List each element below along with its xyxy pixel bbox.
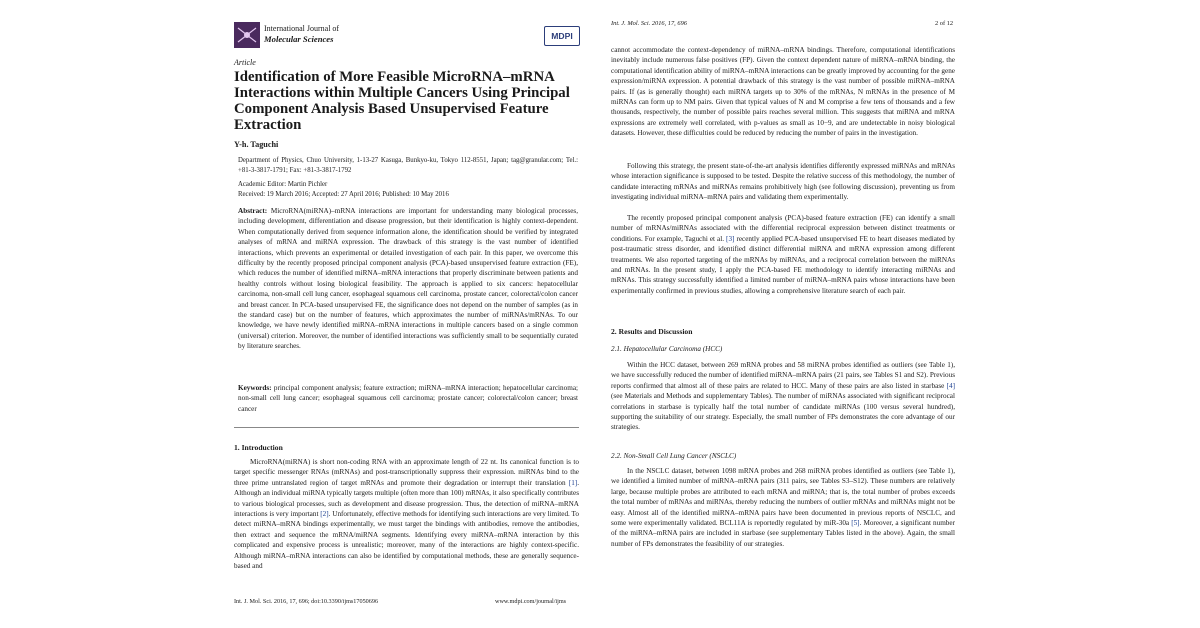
- author: Y-h. Taguchi: [234, 140, 279, 149]
- keywords-label: Keywords:: [238, 384, 272, 392]
- subsection-heading: 2.1. Hepatocellular Carcinoma (HCC): [611, 345, 723, 353]
- subsection-heading: 2.2. Non-Small Cell Lung Cancer (NSCLC): [611, 452, 737, 460]
- paragraph-text: In the NSCLC dataset, between 1098 mRNA probes and 268 miRNA probes identified as outliers (see Table 1), we identified a limited number of miRNA–mRNA pairs (311 pairs, see Tables S3–S12). These numbers are relatively large, because multiple probes are attributed to each mRNA and miRNA; that is, the total number of probes exceeds the total number of mRNAs and miRNAs, thereby reducing the numbers of outlier mRNAs and miRNAs might not be easy. Almost all of the identified miRNA–mRNA pairs have been documented in previous reports of NSCLC, and some were experimentally validated. BCL11A is reportedly regulated by miR-30a: [611, 467, 955, 528]
- page-number: 2 of 12: [935, 20, 954, 27]
- paragraph-text: Within the HCC dataset, between 269 mRNA probes and 58 miRNA probes identified as outliers (see Table 1), we have successfully reduced the number of identified miRNA–mRNA pairs (21 pairs, see Tables S1 and S2). Previous reports confirmed that almost all of these pairs are related to HCC. Many of these pairs are also listed in starbase: [611, 361, 955, 390]
- running-header: Int. J. Mol. Sci. 2016, 17, 696: [611, 20, 687, 27]
- publication-dates: Received: 19 March 2016; Accepted: 27 April 2016; Published: 10 May 2016: [238, 191, 449, 198]
- paragraph: [611, 360, 955, 433]
- paragraph: [611, 466, 955, 549]
- paragraph: [611, 213, 955, 296]
- paragraph-text: recently applied PCA-based unsupervised FE to heart diseases mediated by post-traumatic stress disorder, and identified distinct differential miRNA and mRNA expression among different treatments. We also reported targeting of the mRNAs by miRNAs, and a reciprocal correlation between the miRNAs and mRNAs. In the present study, I apply the PCA-based FE methodology to identify interacting miRNAs and mRNAs. This strategy successfully identified a limited number of miRNA–mRNA pairs whose interactions have been experimentally confirmed in previous studies, allowing a comprehensive literature search of each pair.: [611, 234, 955, 295]
- intro-heading: 1. Introduction: [234, 443, 283, 452]
- paper-title: Identification of More Feasible MicroRNA–mRNA Interactions within Multiple Cancers Using Principal Component Analysis Based Unsupervised Feature Extraction: [234, 69, 570, 133]
- academic-editor: Academic Editor: Martin Pichler: [238, 181, 328, 188]
- abstract-label: Abstract:: [238, 207, 268, 215]
- footer-url[interactable]: www.mdpi.com/journal/ijms: [495, 598, 567, 605]
- paragraph: Following this strategy, the present state-of-the-art analysis identifies differently expressed miRNAs and mRNAs whose interaction significance is supposed to be tested. Despite the relative success of this methodology, the number of candidate interacting mRNAs and miRNAs remains prohibitively high (see following discussion), preventing us from investigating individual miRNA–mRNA pairs and validating them experimentally.: [611, 162, 955, 202]
- paragraph-text: The recently proposed principal component analysis (PCA)-based feature extraction (FE) can identify a small number of mRNAs/miRNAs associated with the differential reciprocal expression between distinct treatments or conditions. For example, Taguchi et al.: [611, 214, 955, 243]
- journal-name-sub: Molecular Sciences: [264, 34, 334, 44]
- paragraph-text: (see Materials and Methods and supplementary Tables). The number of miRNAs associated with significant reciprocal correlations in starbase is typically half the total number of candidate miRNAs (100 versus several hundred), supporting the suitability of our strategy. Especially, the small number of FPs demonstrates the core advantage of our strategies.: [611, 392, 955, 432]
- abstract-text: MicroRNA(miRNA)–mRNA interactions are important for understanding many biological processes, including development, differentiation and disease progression, but their identification is highly context-dependent. When computationally derived from sequence information alone, the identification should be verified by integrated analyses of mRNA and miRNA expression. The drawback of this strategy is the vast number of identified interactions, which prevents an experimental or detailed investigation of each pair. In this paper, we overcome this difficulty by the recently proposed principal component analysis (PCA)-based unsupervised feature extraction (FE), which reduces the number of identified miRNA–mRNA interactions that properly discriminate between patients and healthy controls without losing biological feasibility. The approach is applied to six cancers: hepatocellular carcinoma, non-small cell lung cancer, esophageal squamous cell carcinoma, prostate cancer, colorectal/colon cancer and breast cancer. In PCA-based unsupervised FE, the significance does not depend on the number of samples (as in the standard case) but on the number of features, which approximates the number of miRNAs/mRNAs. To our knowledge, we have newly identified miRNA–mRNA interactions in multiple cancers based on a single common (universal) criterion. Moreover, the number of identified interactions was sufficiently small to be sequentially curated by literature searches.: [238, 207, 579, 351]
- affiliation: Department of Physics, Chuo University, 1-13-27 Kasuga, Bunkyo-ku, Tokyo 112-8551, Japan; tag@granular.com; Tel.: +81-3-3817-1791; Fax: +81-3-3817-1792: [238, 157, 578, 174]
- footer-citation: Int. J. Mol. Sci. 2016, 17, 696; doi:10.3390/ijms17050696: [234, 598, 379, 605]
- journal-name: International Journal of: [264, 24, 340, 33]
- citation-link[interactable]: [3]: [726, 234, 735, 243]
- citation-link[interactable]: [1]: [568, 478, 578, 487]
- keywords-text: principal component analysis; feature extraction; miRNA–mRNA interaction; hepatocellular carcinoma; non-small cell lung cancer; esophageal squamous cell carcinoma; prostate cancer; colorectal/colon cancer; breast cancer: [238, 384, 579, 413]
- citation-link[interactable]: [2]: [320, 510, 329, 519]
- intro-text: . Although an individual miRNA typically targets multiple (often more than 100) mRNAs, it also specifically contributes to various biological processes, such as development and disease progression. Thus, the detection of miRNA–mRNA interactions is very important: [234, 478, 579, 519]
- mdpi-logo: MDPI: [544, 26, 580, 46]
- paragraph: cannot accommodate the context-dependency of miRNA–mRNA bindings. Therefore, computational identifications inevitably include numerous false positives (FP). Given the context dependent nature of miRNA–mRNA binding, the computational identification ability of miRNA–mRNA interactions can be greatly improved by accounting for the gene expression/miRNA expression. A potential drawback of this strategy is the vast number of possible miRNA–mRNA pairs. If (as is generally thought) each miRNA targets up to 30% of the mRNAs, N mRNAs in the presence of M miRNAs can form up to NM pairs. Given that typical values of N and M comprise a few tens of thousands and a few thousands, respectively, the number of possible pairs reaches several million. This suggests that miRNA and mRNA expressions are extremely well correlated, with p-values as small as 10−9, and are undetectable in noisy biological datasets. However, these difficulties could be reduced by reducing the number of pairs in the investigation.: [611, 46, 955, 138]
- article-type: Article: [234, 58, 256, 67]
- paragraph-text: . Moreover, a significant number of the miRNA–mRNA pairs are included in starbase (see supplementary Tables listed in the above). Again, the small number of FPs demonstrates the feasibility of our strategies.: [611, 519, 955, 548]
- intro-text: MicroRNA(miRNA) is short non-coding RNA with an approximate length of 22 nt. Its canonical function is to target specific messenger RNAs (mRNAs) and post-transcriptionally suppress their expression. miRNAs bind to the three prime untranslated region of target mRNAs and promote their degradation or interrupt their translation: [234, 458, 579, 487]
- citation-link[interactable]: [4]: [946, 381, 955, 390]
- citation-link[interactable]: [5]: [851, 519, 860, 528]
- section-heading: 2. Results and Discussion: [611, 327, 693, 336]
- intro-text: . Unfortunately, effective methods for identifying such interactions are very limited. To detect miRNA–mRNA bindings experimentally, we must target the bindings with antibodies, remove the antibodies, then extract and sequence the mRNA/miRNA segments. Identifying every miRNA–mRNA interaction by this complicated and expensive process is unrealistic; moreover, many of the interactions are highly context-specific. Although miRNA–mRNA interactions can also be identified by computational methods, these are generally sequence-based and: [234, 510, 579, 571]
